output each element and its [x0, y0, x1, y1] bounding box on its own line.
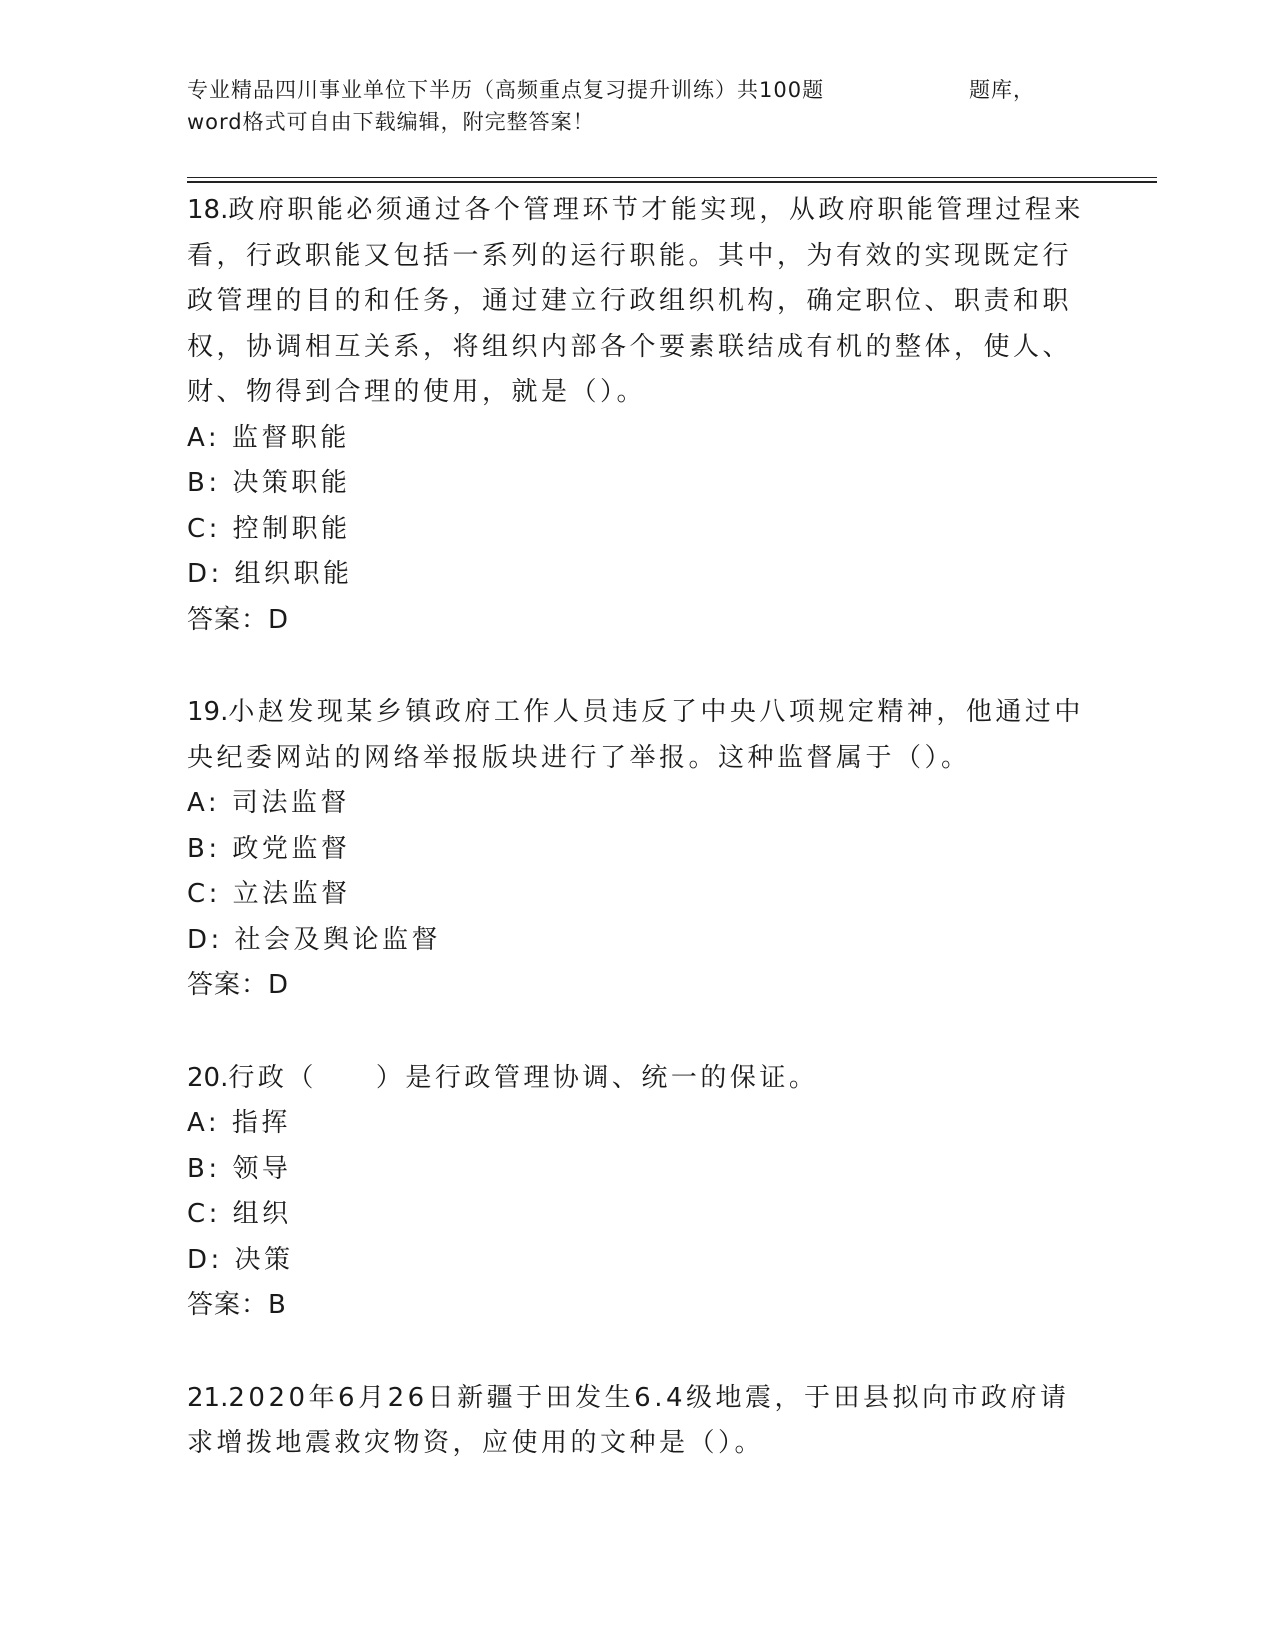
- option-c: C: 立法监督: [187, 879, 351, 909]
- header-subtitle: word格式可自由下载编辑，附完整答案！: [187, 110, 595, 134]
- option-a: A: 监督职能: [187, 422, 350, 453]
- option-d: D: 组织职能: [187, 559, 353, 589]
- option-d: D: 社会及舆论监督: [187, 924, 442, 955]
- option-c: C: 组织: [187, 1199, 292, 1229]
- question-21: [187, 1376, 1087, 1467]
- option-b: B: 领导: [187, 1153, 292, 1184]
- option-d: D: 决策: [187, 1244, 294, 1275]
- question-number: 20.: [187, 1062, 229, 1093]
- question-stem: [187, 1056, 1087, 1102]
- header-divider-thin: [187, 177, 1157, 178]
- question-20: [187, 1056, 1087, 1329]
- question-stem: [187, 1376, 1087, 1467]
- question-stem: [187, 690, 1087, 781]
- question-18: [187, 188, 1087, 643]
- option-a: A: 指挥: [187, 1108, 291, 1138]
- question-number: 19.: [187, 697, 229, 727]
- answer-line: 答案：D: [187, 970, 290, 1000]
- question-number: 21.: [187, 1382, 229, 1413]
- option-a: A: 司法监督: [187, 788, 350, 818]
- option-c: C: 控制职能: [187, 513, 351, 544]
- option-b: B: 决策职能: [187, 468, 351, 498]
- answer-line: 答案：B: [187, 1290, 287, 1320]
- question-stem: [187, 188, 1087, 416]
- question-list: [187, 188, 1087, 1514]
- header-line-1: [187, 74, 1087, 106]
- question-text: 行政（ ）是行政管理协调、统一的保证。: [228, 1062, 819, 1093]
- question-text: 2020年6月26日新疆于田发生6.4级地震，于田县拟向市政府请求增拨地震救灾物资，应使用的文种是（）。: [187, 1382, 1070, 1458]
- header-divider-thick: [187, 181, 1157, 183]
- question-text: 政府职能必须通过各个管理环节才能实现，从政府职能管理过程来看，行政职能又包括一系列的运行职能。其中，为有效的实现既定行政管理的目的和任务，通过建立行政组织机构，确定职位、职责和职权，协调相互关系，将组织内部各个要素联结成有机的整体，使人、财、物得到合理的使用，就是（）。: [187, 195, 1084, 407]
- question-number: 18.: [187, 195, 229, 225]
- header-title: 专业精品四川事业单位下半历（高频重点复习提升训练）共100题: [187, 78, 825, 102]
- document-header: [187, 74, 1087, 138]
- question-19: [187, 690, 1087, 1009]
- question-text: 小赵发现某乡镇政府工作人员违反了中央八项规定精神，他通过中央纪委网站的网络举报版块进行了举报。这种监督属于（）。: [187, 697, 1084, 773]
- header-title-tail: 题库，: [969, 78, 1035, 102]
- answer-line: 答案：D: [187, 604, 290, 635]
- option-b: B: 政党监督: [187, 833, 351, 864]
